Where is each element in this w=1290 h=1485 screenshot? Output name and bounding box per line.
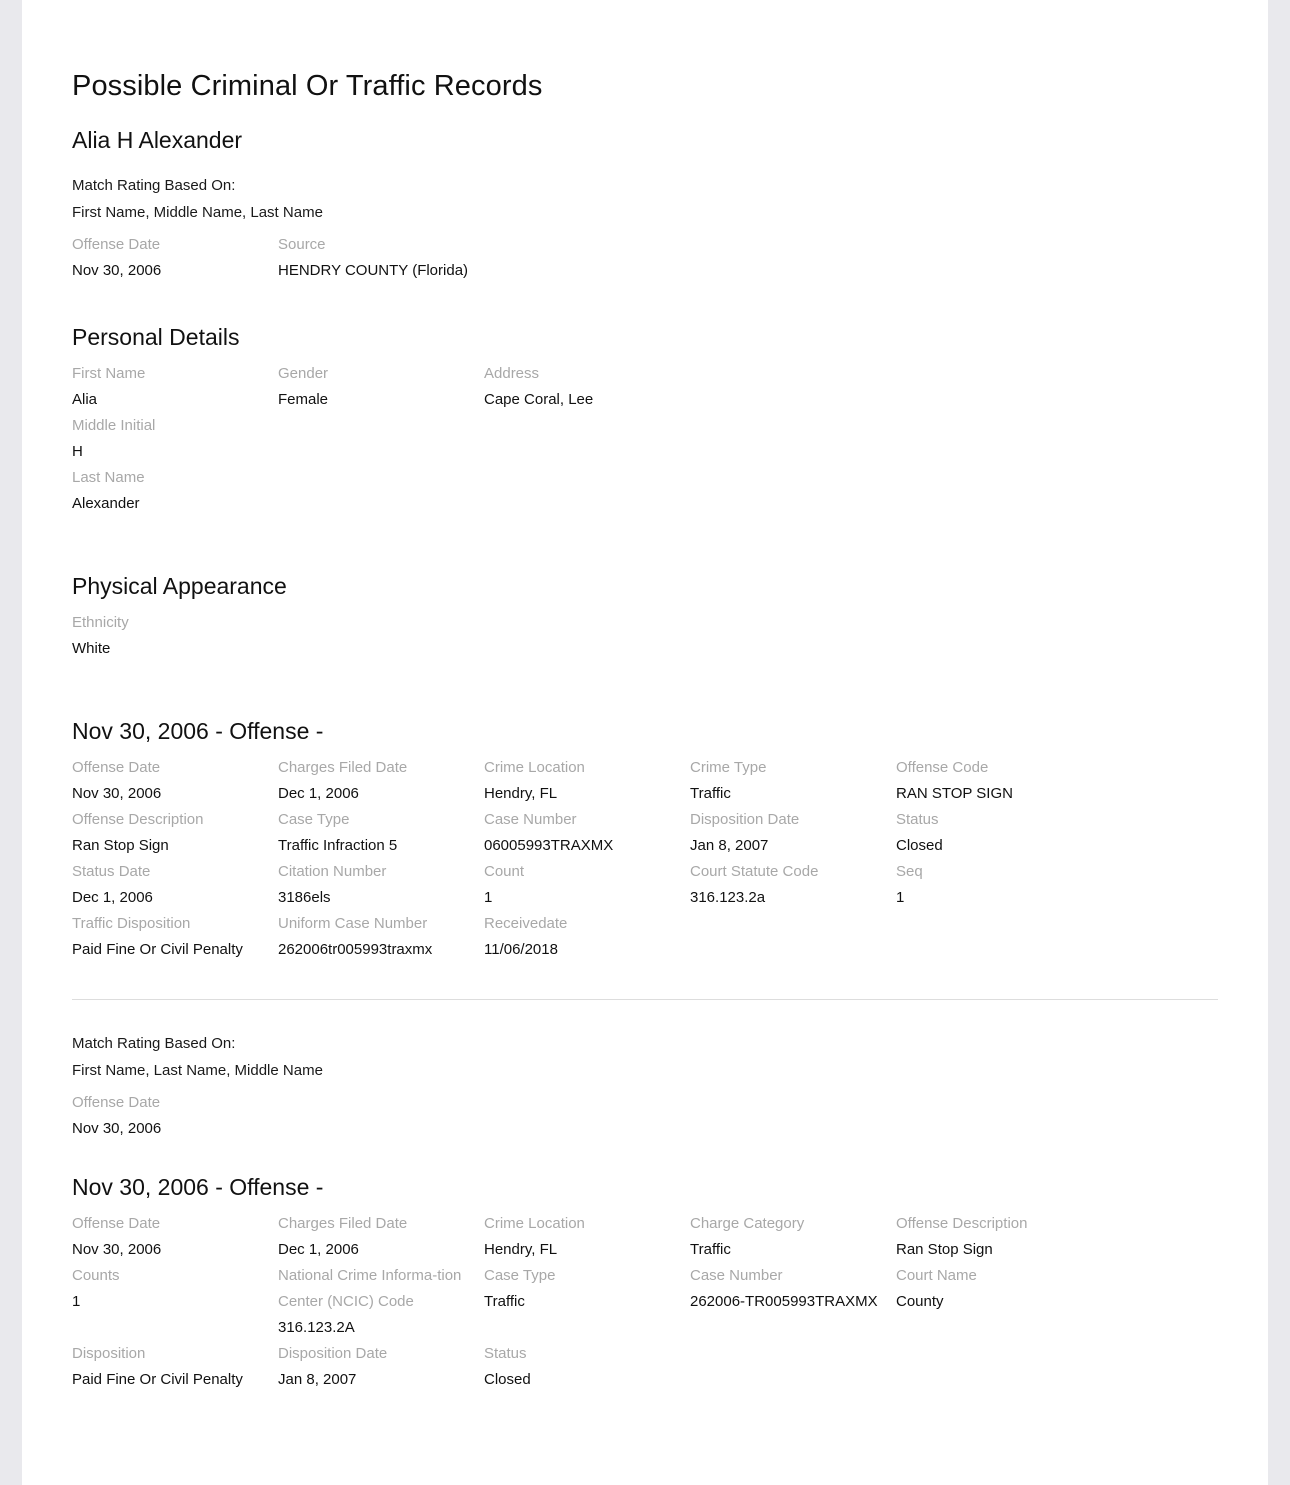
last-name-label: Last Name [72,469,145,486]
spacer [72,284,1218,324]
field-label: Count [484,863,525,880]
field-cell [896,859,1102,911]
field-value: Ran Stop Sign [72,837,169,854]
field-label: Case Number [484,811,577,828]
field-label: Court Statute Code [690,863,819,880]
ethnicity-value: White [72,640,111,657]
field-label: Offense Description [72,811,204,828]
field-cell [484,807,690,859]
field-label: Crime Location [484,759,585,776]
offense-1-heading: Nov 30, 2006 - Offense - [72,718,324,744]
spacer [72,1142,1218,1174]
field-value: Hendry, FL [484,1241,558,1258]
ethnicity-field [72,610,278,662]
middle-initial-field [72,413,278,465]
field-label: Crime Type [690,759,767,776]
offense-2-heading: Nov 30, 2006 - Offense - [72,1174,324,1200]
field-cell [72,859,278,911]
field-label: Case Type [484,1267,556,1284]
spacer [72,154,1218,172]
document-body [72,70,1218,1393]
personal-details-heading: Personal Details [72,324,240,350]
field-label: Offense Description [896,1215,1028,1232]
field-label: Charge Category [690,1215,805,1232]
field-value: Dec 1, 2006 [278,785,359,802]
field-cell [690,1211,896,1263]
spacer [72,351,1218,361]
offense-2-row-1 [72,1211,1218,1263]
field-value: 06005993TRAXMX [484,837,614,854]
field-value: Traffic [484,1293,525,1310]
field-cell [484,911,690,963]
personal-details-row-2 [72,413,1218,465]
field-label: Status [896,811,939,828]
spacer [72,745,1218,755]
source-field-1 [278,232,484,284]
person-name-heading: Alia H Alexander [72,127,243,153]
field-label: Charges Filed Date [278,1215,408,1232]
field-label: Disposition Date [278,1345,388,1362]
first-name-label: First Name [72,365,146,382]
field-cell [278,859,484,911]
field-value: Paid Fine Or Civil Penalty [72,1371,243,1388]
match-rating-value-1: First Name, Middle Name, Last Name [72,204,323,221]
field-label: Offense Date [72,1215,161,1232]
gender-value: Female [278,391,329,408]
field-cell [896,807,1102,859]
field-value: Dec 1, 2006 [278,1241,359,1258]
field-value: 1 [484,889,493,906]
field-cell [72,1263,278,1315]
field-label: National Crime Informa-tion Center (NCIC) Code [278,1267,462,1310]
spacer [72,600,1218,610]
match-rating-label-2: Match Rating Based On: [72,1035,236,1052]
field-cell [278,911,484,963]
offense-2-row-2 [72,1263,1218,1341]
field-cell [690,859,896,911]
field-value: Nov 30, 2006 [72,1241,162,1258]
field-label: Status Date [72,863,151,880]
middle-initial-label: Middle Initial [72,417,156,434]
field-value: 11/06/2018 [484,941,558,958]
field-label: Disposition [72,1345,146,1362]
offense-1-row-4 [72,911,1218,963]
document-sheet [22,0,1268,1485]
source-value-1: HENDRY COUNTY (Florida) [278,262,469,279]
field-value: 3186els [278,889,331,906]
last-name-value: Alexander [72,495,140,512]
field-value: Jan 8, 2007 [690,837,769,854]
field-cell [690,807,896,859]
offense-date-label-1: Offense Date [72,236,161,253]
field-cell [72,1341,278,1393]
field-label: Citation Number [278,863,387,880]
field-label: Disposition Date [690,811,800,828]
field-value: RAN STOP SIGN [896,785,1013,802]
field-cell [896,755,1102,807]
field-label: Crime Location [484,1215,585,1232]
field-cell [72,1211,278,1263]
field-cell [896,1263,1102,1315]
ethnicity-label: Ethnicity [72,614,129,631]
field-value: County [896,1293,944,1310]
field-cell [278,755,484,807]
field-label: Offense Code [896,759,989,776]
field-value: Closed [484,1371,531,1388]
field-cell [896,1211,1102,1263]
field-label: Case Type [278,811,350,828]
last-name-field [72,465,278,517]
address-value: Cape Coral, Lee [484,391,594,408]
match-rating-value-2: First Name, Last Name, Middle Name [72,1062,323,1079]
field-cell [690,1263,896,1315]
field-cell [72,911,278,963]
offense-date-field-2 [72,1090,278,1142]
spacer [72,1000,1218,1030]
gender-label: Gender [278,365,329,382]
physical-appearance-row [72,610,1218,662]
offense-date-field-1 [72,232,278,284]
field-value: Jan 8, 2007 [278,1371,357,1388]
field-label: Counts [72,1267,120,1284]
field-label: Offense Date [72,759,161,776]
field-cell [278,1263,484,1341]
field-label: Receivedate [484,915,568,932]
field-cell [690,755,896,807]
field-cell [484,1211,690,1263]
physical-appearance-heading: Physical Appearance [72,573,287,599]
field-cell [484,859,690,911]
field-cell [278,1211,484,1263]
field-label: Status [484,1345,527,1362]
field-value: Ran Stop Sign [896,1241,993,1258]
field-label: Court Name [896,1267,977,1284]
field-cell [72,755,278,807]
gender-field [278,361,484,413]
offense-date-row-2 [72,1090,1218,1142]
middle-initial-value: H [72,443,83,460]
field-cell [278,1341,484,1393]
field-value: Nov 30, 2006 [72,785,162,802]
address-field [484,361,884,413]
source-label-1: Source [278,236,326,253]
field-label: Case Number [690,1267,783,1284]
first-name-field [72,361,278,413]
spacer [72,662,1218,718]
field-label: Traffic Disposition [72,915,191,932]
field-value: 1 [72,1293,81,1310]
offense-1-row-1 [72,755,1218,807]
field-value: Paid Fine Or Civil Penalty [72,941,243,958]
offense-1-row-2 [72,807,1218,859]
spacer [72,517,1218,573]
field-cell [484,1263,690,1315]
field-value: Closed [896,837,943,854]
address-label: Address [484,365,540,382]
match-rating-label-1: Match Rating Based On: [72,177,236,194]
field-label: Charges Filed Date [278,759,408,776]
field-cell [72,807,278,859]
field-value: Hendry, FL [484,785,558,802]
field-cell [484,755,690,807]
field-cell [278,807,484,859]
field-value: Traffic [690,1241,731,1258]
personal-details-row-1 [72,361,1218,413]
personal-details-row-3 [72,465,1218,517]
offense-source-row [72,232,1218,284]
field-value: Dec 1, 2006 [72,889,153,906]
offense-1-row-3 [72,859,1218,911]
offense-date-value-1: Nov 30, 2006 [72,262,162,279]
field-cell [484,1341,690,1393]
field-value: 316.123.2A [278,1319,355,1336]
field-value: Traffic [690,785,731,802]
field-value: 316.123.2a [690,889,766,906]
offense-date-label-2: Offense Date [72,1094,161,1111]
page-title: Possible Criminal Or Traffic Records [72,70,543,102]
field-value: 262006-TR005993TRAXMX [690,1293,878,1310]
offense-2-row-3 [72,1341,1218,1393]
field-label: Seq [896,863,923,880]
field-value: 1 [896,889,905,906]
spacer [72,1201,1218,1211]
first-name-value: Alia [72,391,98,408]
offense-date-value-2: Nov 30, 2006 [72,1120,162,1137]
field-value: Traffic Infraction 5 [278,837,398,854]
field-value: 262006tr005993traxmx [278,941,433,958]
field-label: Uniform Case Number [278,915,428,932]
